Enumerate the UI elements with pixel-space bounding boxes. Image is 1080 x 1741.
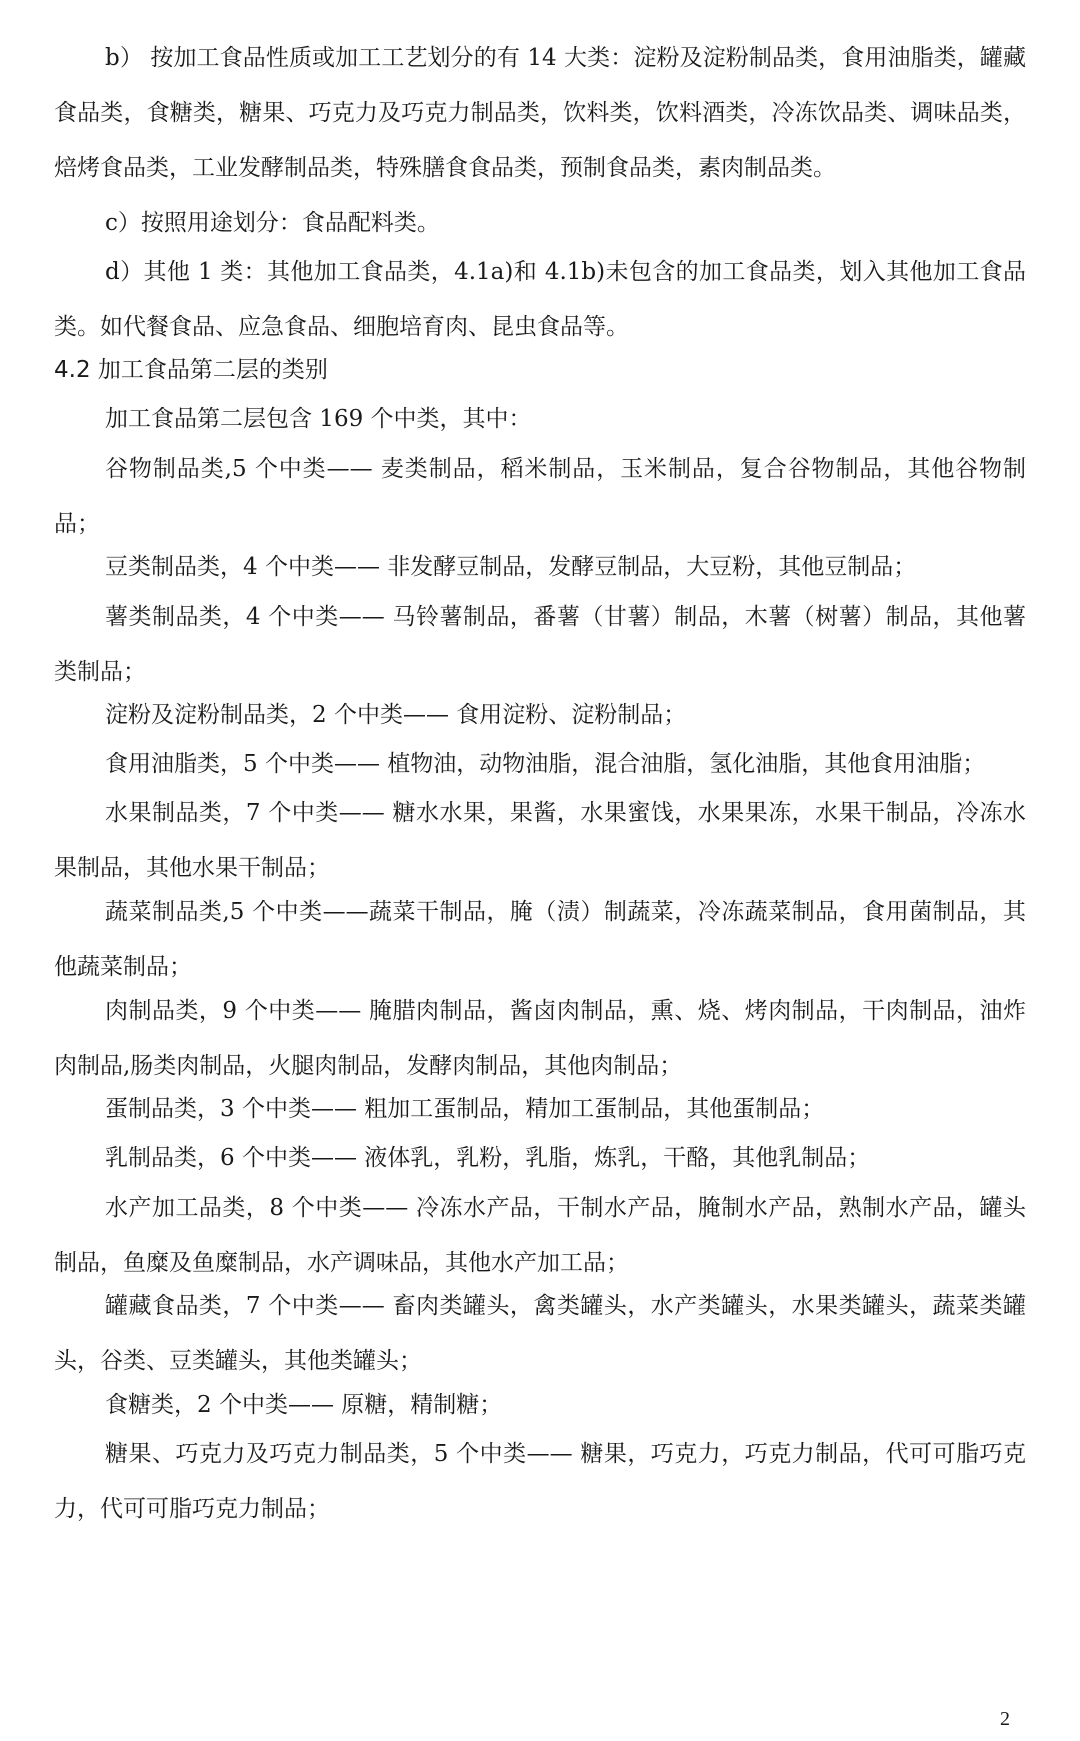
list-item-candy-chocolate: 糖果、巧克力及巧克力制品类，5 个中类—— 糖果，巧克力，巧克力制品，代可可脂巧克力，代可可脂巧克力制品； [54,1441,1026,1522]
list-item-aquatic-products: 水产加工品类，8 个中类—— 冷冻水产品，干制水产品，腌制水产品，熟制水产品，罐头制品，鱼糜及鱼糜制品，水产调味品，其他水产加工品； [54,1195,1026,1276]
list-item-edible-oils: 食用油脂类，5 个中类—— 植物油，动物油脂，混合油脂，氢化油脂，其他食用油脂； [105,751,986,777]
list-item-tuber-products: 薯类制品类，4 个中类—— 马铃薯制品，番薯（甘薯）制品，木薯（树薯）制品，其他薯类制品； [54,604,1026,685]
list-item-bean-products: 豆类制品类，4 个中类—— 非发酵豆制品，发酵豆制品，大豆粉，其他豆制品； [105,554,917,580]
list-item-vegetable-products: 蔬菜制品类,5 个中类——蔬菜干制品，腌（渍）制蔬菜，冷冻蔬菜制品，食用菌制品，其他蔬菜制品； [54,899,1026,980]
paragraph-intro-169: 加工食品第二层包含 169 个中类，其中： [105,406,532,432]
page-number: 2 [1000,1708,1010,1730]
list-item-canned-foods: 罐藏食品类，7 个中类—— 畜肉类罐头，禽类罐头，水产类罐头，水果类罐头，蔬菜类罐头，谷类、豆类罐头，其他类罐头； [54,1293,1026,1374]
paragraph-b-fourteen-categories: b） 按加工食品性质或加工工艺划分的有 14 大类：淀粉及淀粉制品类，食用油脂类，罐藏食品类，食糖类，糖果、巧克力及巧克力制品类，饮料类，饮料酒类，冷冻饮品类、调味品类，焙烤食品类，工业发酵制品类，特殊膳食食品类，预制食品类，素肉制品类。 [54,45,1026,181]
list-item-grain-products: 谷物制品类,5 个中类—— 麦类制品，稻米制品，玉米制品，复合谷物制品，其他谷物制品； [54,456,1026,537]
list-item-meat-products: 肉制品类，9 个中类—— 腌腊肉制品，酱卤肉制品，熏、烧、烤肉制品，干肉制品，油炸肉制品,肠类肉制品，火腿肉制品，发酵肉制品，其他肉制品； [54,998,1026,1079]
list-item-egg-products: 蛋制品类，3 个中类—— 粗加工蛋制品，精加工蛋制品，其他蛋制品； [105,1096,825,1122]
list-item-starch-products: 淀粉及淀粉制品类，2 个中类—— 食用淀粉、淀粉制品； [105,702,687,728]
section-heading-4-2: 4.2 加工食品第二层的类别 [54,357,328,383]
list-item-fruit-products: 水果制品类，7 个中类—— 糖水水果，果酱，水果蜜饯，水果果冻，水果干制品，冷冻水果制品，其他水果干制品； [54,800,1026,881]
list-item-sugar: 食糖类，2 个中类—— 原糖，精制糖； [105,1392,503,1418]
paragraph-c-by-use: c）按照用途划分：食品配料类。 [105,210,440,236]
paragraph-d-other: d）其他 1 类：其他加工食品类，4.1a)和 4.1b)未包含的加工食品类，划入其他加工食品类。如代餐食品、应急食品、细胞培育肉、昆虫食品等。 [54,259,1026,340]
list-item-dairy-products: 乳制品类，6 个中类—— 液体乳，乳粉，乳脂，炼乳，干酪，其他乳制品； [105,1145,871,1171]
